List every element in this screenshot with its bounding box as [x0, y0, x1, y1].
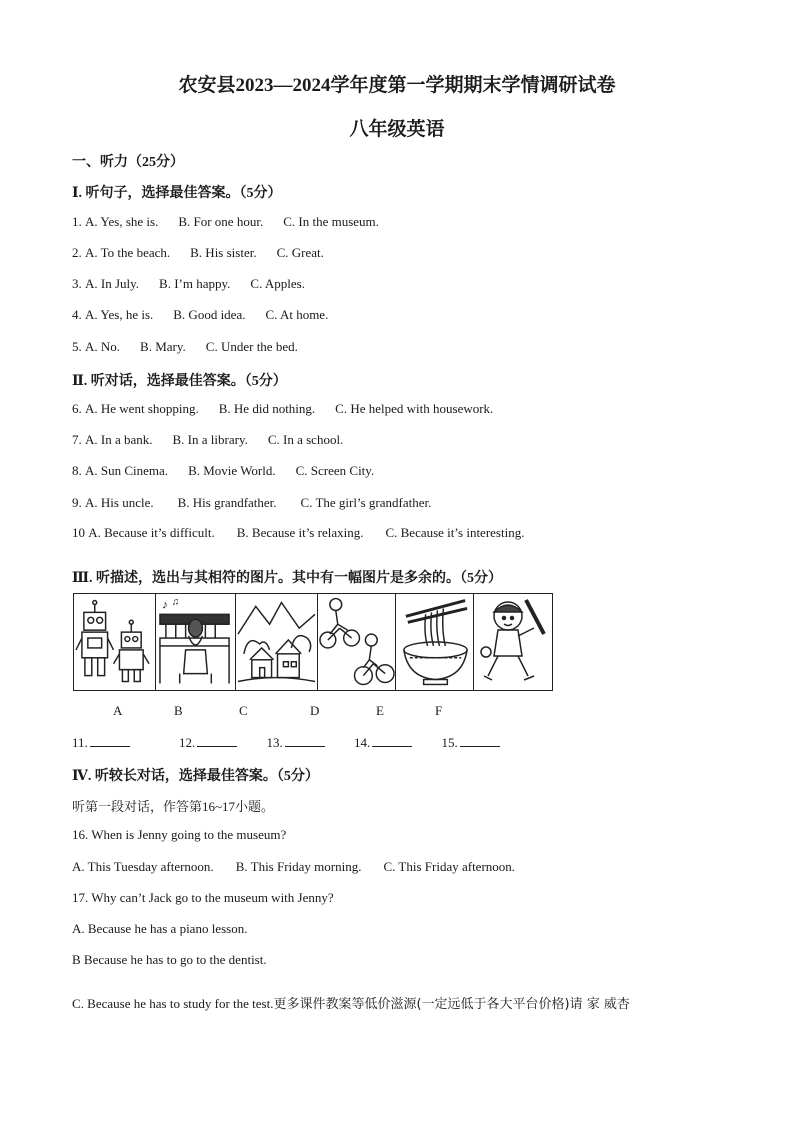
question-17-stem: 17. Why can’t Jack go to the museum with Jenny? [72, 890, 334, 905]
option-b: B. Because it’s relaxing. [236, 525, 364, 540]
option-c: C. Apples. [250, 276, 305, 291]
option-c: C. Screen City. [295, 463, 375, 478]
part-heading: 一、听力（25分） [72, 155, 184, 170]
option-a: A. This Tuesday afternoon. [72, 859, 214, 874]
option-b: B. In a library. [172, 432, 248, 447]
option-b: B. I’m happy. [159, 276, 231, 291]
question-3: 3. A. In July. B. I’m happy. C. Apples. [72, 276, 305, 291]
question-1: 1. A. Yes, she is. B. For one hour. C. In the museum. [72, 214, 379, 229]
option-b: B. Movie World. [188, 463, 276, 478]
question-5: 5. A. No. B. Mary. C. Under the bed. [72, 339, 298, 354]
option-a: A. In a bank. [85, 432, 153, 447]
letter-a: A [113, 703, 123, 718]
option-c: C. In the museum. [283, 214, 379, 229]
option-b: B. He did nothing. [218, 401, 316, 416]
option-b: B. His grandfather. [177, 495, 277, 510]
bicycle-icon [318, 594, 395, 690]
baseball-picture [474, 594, 552, 690]
robots-picture [74, 594, 156, 690]
option-b: B. This Friday morning. [235, 859, 362, 874]
piano-icon [156, 594, 235, 690]
option-c: C. Great. [276, 245, 324, 260]
question-6: 6. A. He went shopping. B. He did nothing. C. He helped with housework. [72, 401, 494, 416]
option-a: A. Yes, she is. [85, 214, 159, 229]
option-a: A. In July. [85, 276, 140, 291]
option-a: A. To the beach. [85, 245, 171, 260]
letter-f: F [435, 703, 443, 718]
exam-subtitle: 八年级英语 [349, 119, 445, 140]
option-c: C. This Friday afternoon. [383, 859, 516, 874]
picture-letters [0, 703, 794, 723]
answer-blank[interactable] [285, 734, 325, 747]
picture-strip [73, 593, 553, 691]
svg-text:♫: ♫ [171, 596, 180, 608]
section-heading-1: Ⅰ. 听句子，选择最佳答案。（5分） [72, 186, 282, 201]
option-c: C. He helped with housework. [335, 401, 494, 416]
answer-blank[interactable] [372, 734, 412, 747]
option-a: A. Sun Cinema. [85, 463, 169, 478]
option-b: B. Mary. [140, 339, 186, 354]
question-8: 8. A. Sun Cinema. B. Movie World. C. Screen City. [72, 463, 375, 478]
question-17-option-c: C. Because he has to study for the test.更多课件教案等低价滋源(一定远低于各大平台价格)请 家 威杏 [72, 996, 630, 1012]
question-2: 2. A. To the beach. B. His sister. C. Great. [72, 245, 324, 260]
option-c: C. At home. [265, 307, 329, 322]
section-heading-4: Ⅳ. 听较长对话，选择最佳答案。（5分） [72, 769, 319, 784]
option-a: A. No. [85, 339, 121, 354]
question-4: 4. A. Yes, he is. B. Good idea. C. At home. [72, 307, 329, 322]
letter-c: C [239, 703, 248, 718]
question-16-options [72, 859, 515, 875]
answer-blank[interactable] [460, 734, 500, 747]
question-16-stem: 16. When is Jenny going to the museum? [72, 827, 287, 842]
piano-picture [156, 594, 236, 690]
question-17-option-b: B Because he has to go to the dentist. [72, 952, 267, 967]
option-b: B. For one hour. [178, 214, 264, 229]
noodles-picture [396, 594, 474, 690]
option-a: A. Yes, he is. [85, 307, 154, 322]
answer-blanks: 11. 12. 13. 14. 15. [72, 734, 500, 751]
answer-blank[interactable] [197, 734, 237, 747]
noodles-icon [396, 594, 473, 690]
exam-title: 农安县2023—2024学年度第一学期期末学情调研试卷 [178, 75, 616, 96]
dialogue-intro: 听第一段对话，作答第16~17小题。 [72, 799, 275, 814]
answer-blank[interactable] [90, 734, 130, 747]
letter-e: E [376, 703, 384, 718]
question-17-option-a: A. Because he has a piano lesson. [72, 921, 248, 936]
option-c: C. The girl’s grandfather. [300, 495, 432, 510]
option-a: A. He went shopping. [85, 401, 199, 416]
option-b: B. Good idea. [173, 307, 246, 322]
option-c: C. Under the bed. [205, 339, 298, 354]
letter-b: B [174, 703, 183, 718]
baseball-icon [474, 594, 552, 690]
cycling-picture [318, 594, 396, 690]
letter-d: D [310, 703, 320, 718]
question-10: 10 A. Because it’s difficult. B. Because it’s relaxing. C. Because it’s interesting. [72, 525, 525, 540]
question-7: 7. A. In a bank. B. In a library. C. In a school. [72, 432, 344, 447]
robots-icon [74, 594, 155, 690]
option-c: C. In a school. [267, 432, 344, 447]
option-b: B. His sister. [190, 245, 257, 260]
section-heading-2: Ⅱ. 听对话，选择最佳答案。（5分） [72, 374, 287, 389]
question-9: 9. A. His uncle. B. His grandfather. C. The girl’s grandfather. [72, 495, 432, 510]
svg-text:♪: ♪ [161, 597, 168, 612]
village-icon [236, 594, 317, 690]
village-picture [236, 594, 318, 690]
option-c: C. Because it’s interesting. [385, 525, 525, 540]
option-a: A. Because it’s difficult. [88, 525, 215, 540]
section-heading-3: Ⅲ. 听描述，选出与其相符的图片。其中有一幅图片是多余的。（5分） [72, 571, 503, 586]
option-a: A. His uncle. [85, 495, 154, 510]
watermark-text: 更多课件教案等低价滋源(一定远低于各大平台价格)请 家 威杏 [273, 997, 630, 1012]
